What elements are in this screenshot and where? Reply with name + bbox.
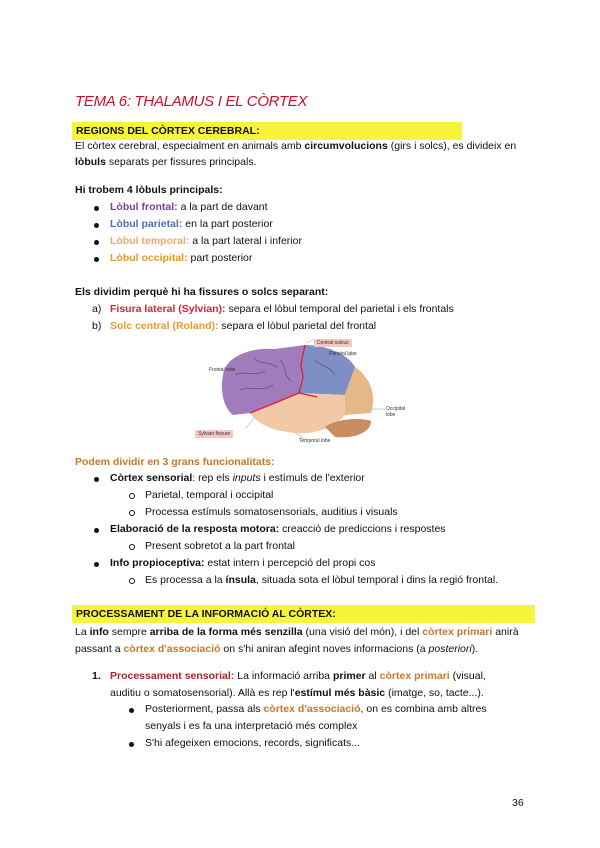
lobe-name: Lòbul occipital: (110, 252, 188, 264)
bullet-icon (94, 528, 99, 533)
sub-item: Present sobretot a la part frontal (145, 540, 295, 552)
label-sylvian-fissure: Sylvian fissure (195, 430, 233, 438)
text: , on es combina amb altres (360, 703, 487, 715)
processing-paragraph-line1 (75, 626, 519, 638)
text-italic: inputs (232, 472, 261, 484)
sub-item: Processa estímuls somatosensorials, auditius i visuals (145, 506, 398, 518)
functions-heading: Podem dividir en 3 grans funcionalitats: (75, 456, 275, 468)
text: passant a (75, 643, 124, 655)
lobe-desc: en la part posterior (182, 218, 273, 230)
text: auditiu o somatosensorial). Allà es rep l' (110, 687, 295, 699)
label-central-sulcus: Central sulcus (314, 339, 352, 347)
fissure-desc: separa el lòbul temporal del parietal i els frontals (225, 303, 454, 315)
sub-item-line2: senyals i es fa una interpretació més complex (145, 720, 358, 732)
sub-item: Parietal, temporal i occipital (145, 489, 274, 501)
processing-paragraph-line2 (75, 643, 478, 655)
text: : rep els (192, 472, 233, 484)
list-item-sensory-cortex (110, 472, 365, 484)
bullet-icon (129, 708, 134, 713)
bullet-icon (94, 206, 99, 211)
list-item-lobe-occipital (110, 252, 252, 264)
text: (imatge, so, tacte...). (385, 687, 484, 699)
text-bold: primer (332, 670, 366, 682)
bullet-icon (94, 257, 99, 262)
lobe-name: Lòbul frontal: (110, 201, 178, 213)
bullet-icon (94, 240, 99, 245)
list-item-fissure-central (92, 320, 377, 332)
list-item-lobe-frontal (110, 201, 268, 213)
list-item-fissure-lateral (92, 303, 454, 315)
bullet-icon (129, 742, 134, 747)
circle-bullet-icon (129, 544, 135, 550)
text-highlight: còrtex d'associació (123, 643, 221, 655)
regions-paragraph-line1 (75, 140, 516, 152)
text-highlight: Processament sensorial: (110, 670, 235, 682)
fissure-name: Solc central (Roland): (110, 320, 219, 332)
circle-bullet-icon (129, 493, 135, 499)
brain-figure (195, 335, 410, 447)
list-item-proprioceptive (110, 557, 376, 569)
bullet-icon (94, 477, 99, 482)
bullet-icon (94, 562, 99, 567)
bullet-icon (94, 223, 99, 228)
text: , situada sota el lòbul temporal i dins la regió frontal. (255, 574, 499, 586)
text: separats per fissures principals. (105, 156, 257, 168)
lobe-name: Lòbul temporal: (110, 235, 190, 247)
text: El còrtex cerebral, especialment en animals amb (75, 140, 305, 152)
text-bold: Info propioceptiva: (110, 557, 205, 569)
list-item-sensory-processing (110, 670, 486, 682)
text: al (365, 670, 380, 682)
label-occipital-lobe: Occipital lobe (386, 406, 406, 418)
lobe-desc: part posterior (187, 252, 253, 264)
text-bold: estímul més bàsic (294, 687, 386, 699)
circle-bullet-icon (129, 510, 135, 516)
text-italic: posteriori (428, 643, 472, 655)
list-number: 1. (92, 670, 101, 682)
section-heading-regions: REGIONS DEL CÒRTEX CEREBRAL: (72, 122, 462, 140)
sub-item: S'hi afegeixen emocions, records, significats... (145, 737, 361, 749)
text: estat intern i percepció del propi cos (204, 557, 376, 569)
text-bold: Elaboració de la resposta motora: (110, 523, 280, 535)
regions-paragraph-line2 (75, 156, 257, 168)
lobe-name: Lòbul parietal: (110, 218, 183, 230)
text: on s'hi aniran afegint noves informacions (a (220, 643, 429, 655)
text-highlight: còrtex d'associació (263, 703, 361, 715)
page-number: 36 (512, 797, 524, 809)
text: La informació arriba (234, 670, 333, 682)
text: creacció de prediccions i respostes (279, 523, 446, 535)
label-frontal-lobe: Frontal lobe (209, 367, 236, 373)
text: Posteriorment, passa als (145, 703, 264, 715)
list-item-sensory-processing-line2 (110, 687, 484, 699)
text-bold: info (89, 626, 109, 638)
label-parietal-lobe: Parietal lobe (329, 351, 357, 357)
text: Es processa a la (145, 574, 226, 586)
text-bold: lòbuls (75, 156, 106, 168)
text: La (75, 626, 90, 638)
text-bold: circumvolucions (304, 140, 388, 152)
fissure-name: Fisura lateral (Sylvian): (110, 303, 226, 315)
text: ). (471, 643, 479, 655)
lobe-desc: a la part lateral i inferior (189, 235, 302, 247)
list-item-lobe-parietal (110, 218, 273, 230)
text-bold: Còrtex sensorial (110, 472, 193, 484)
fissures-heading: Els dividim perquè hi ha fissures o solcs separant: (75, 286, 329, 298)
sub-item (145, 574, 498, 586)
lobe-desc: a la part de davant (177, 201, 268, 213)
text: i estímuls de l'exterior (260, 472, 365, 484)
sub-item (145, 703, 487, 715)
text: (una visió del món), i del (302, 626, 423, 638)
text-bold: arriba de la forma més senzilla (149, 626, 303, 638)
text-highlight: còrtex primari (422, 626, 493, 638)
fissure-desc: separa el lòbul parietal del frontal (218, 320, 377, 332)
text-highlight: còrtex primari (379, 670, 450, 682)
text: anirà (492, 626, 519, 638)
lobes-heading: Hi trobem 4 lòbuls principals: (75, 184, 223, 196)
text: (visual, (449, 670, 486, 682)
text: sempre (108, 626, 150, 638)
circle-bullet-icon (129, 578, 135, 584)
page-title: TEMA 6: THALAMUS I EL CÒRTEX (75, 93, 308, 110)
list-marker: a) (92, 303, 102, 315)
section-heading-processing: PROCESSAMENT DE LA INFORMACIÓ AL CÒRTEX: (72, 605, 535, 623)
text: (girs i solcs), es divideix en (387, 140, 517, 152)
list-item-lobe-temporal (110, 235, 302, 247)
label-temporal-lobe: Temporal lobe (299, 438, 331, 444)
list-marker: b) (92, 320, 102, 332)
text-bold: ínsula (225, 574, 256, 586)
list-item-motor-response (110, 523, 446, 535)
